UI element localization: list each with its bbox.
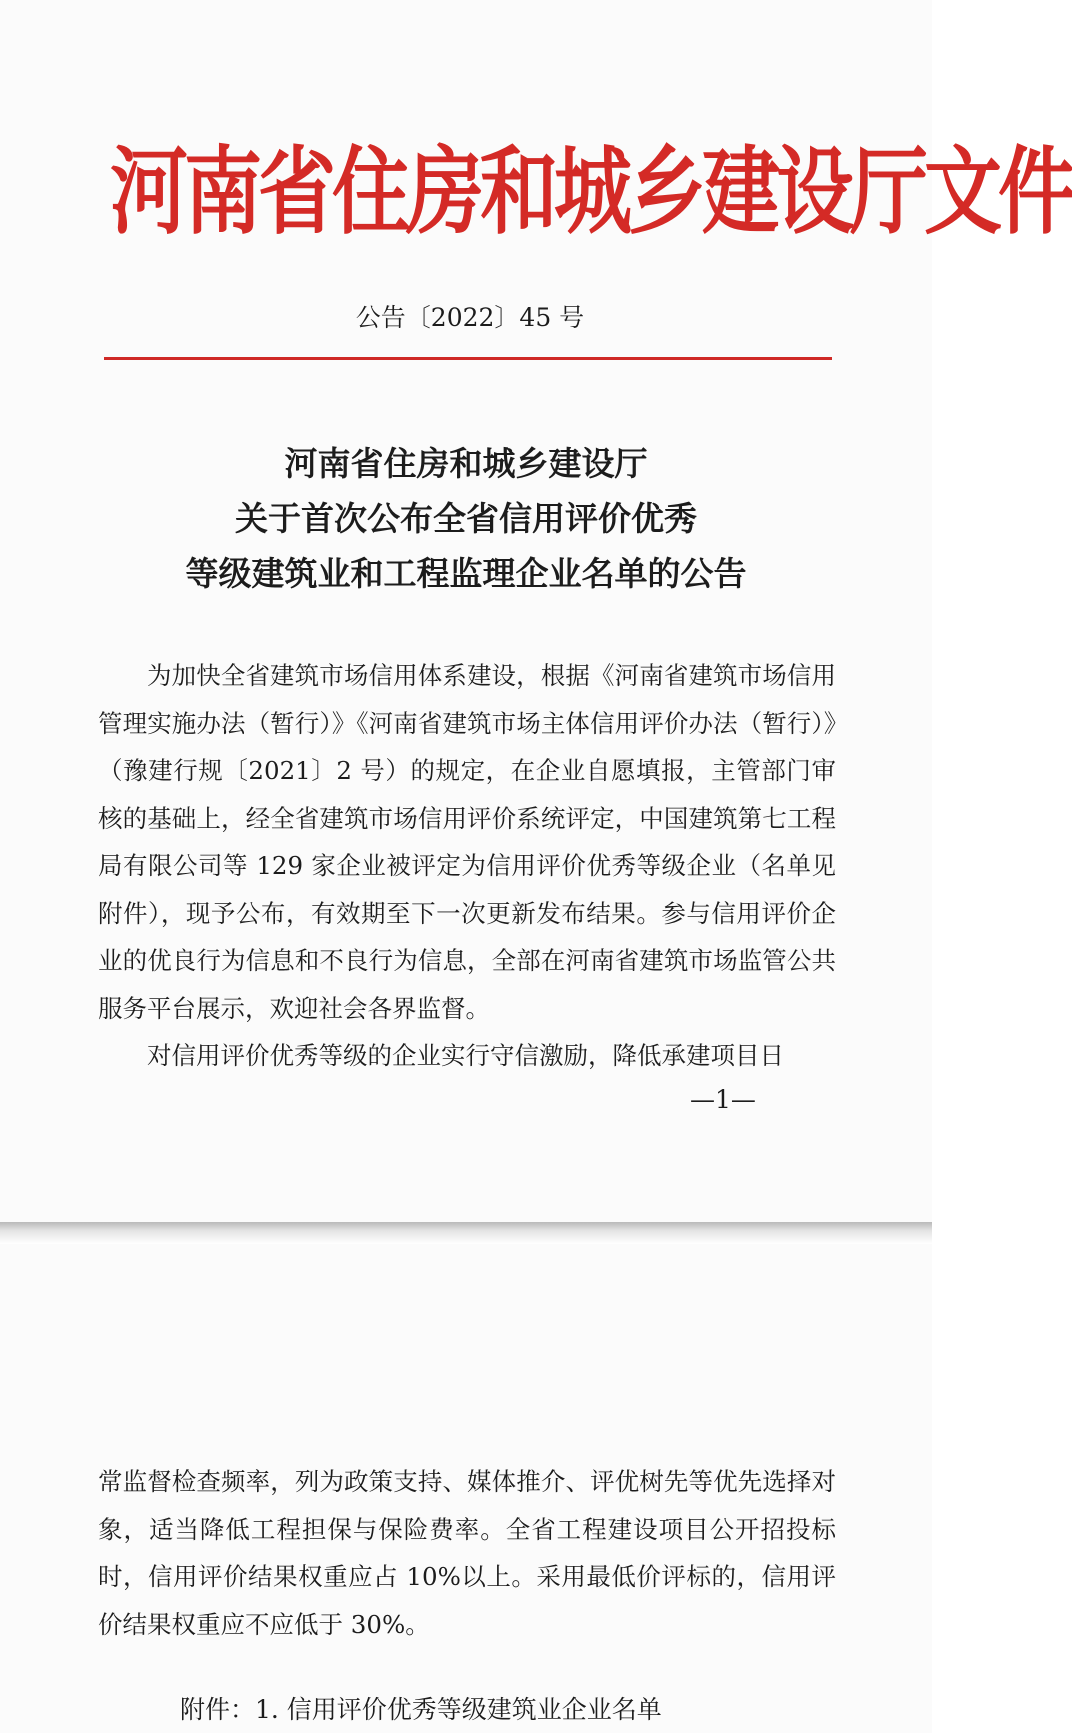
notice-title-line-2: 关于首次公布全省信用评价优秀 [235, 499, 697, 538]
red-divider-line [104, 357, 832, 360]
page-separator [0, 1222, 932, 1244]
body-paragraph-1: 为加快全省建筑市场信用体系建设，根据《河南省建筑市场信用管理实施办法（暂行）》《河南省建筑市场主体信用评价办法（暂行）》（豫建行规〔2021〕2 号）的规定，在企业自愿填报，主管部门审核的基础上，经全省建筑市场信用评价系统评定，中国建筑第七工程局有限公司等 129 家企业被评定为信用评价优秀等级企业（名单见附件），现予公布，有效期至下一次更新发布结果。参与信用评价企业的优良行为信息和不良行为信息，全部在河南省建筑市场监管公共服务平台展示，欢迎社会各界监督。 [98, 661, 836, 1023]
notice-title [100, 436, 832, 601]
body-text-page-1 [98, 652, 836, 1080]
attachment-line: 附件：1. 信用评价优秀等级建筑业企业名单 [180, 1695, 662, 1724]
document-number: 公告〔2022〕45 号 [355, 303, 585, 332]
notice-title-line-3: 等级建筑业和工程监理企业名单的公告 [185, 554, 747, 593]
body-paragraph-3: 常监督检查频率，列为政策支持、媒体推介、评优树先等优先选择对象，适当降低工程担保与保险费率。全省工程建设项目公开招投标时，信用评价结果权重应占 10%以上。采用最低价评标的，信用评价结果权重应不应低于 30%。 [98, 1467, 836, 1639]
page-number: —1— [690, 1085, 756, 1114]
body-text-page-2 [98, 1458, 836, 1648]
notice-title-line-1: 河南省住房和城乡建设厅 [284, 444, 648, 483]
body-paragraph-2: 对信用评价优秀等级的企业实行守信激励，降低承建项目日 [147, 1041, 784, 1070]
document-header-title: 河南省住房和城乡建设厅文件 [110, 138, 1072, 248]
